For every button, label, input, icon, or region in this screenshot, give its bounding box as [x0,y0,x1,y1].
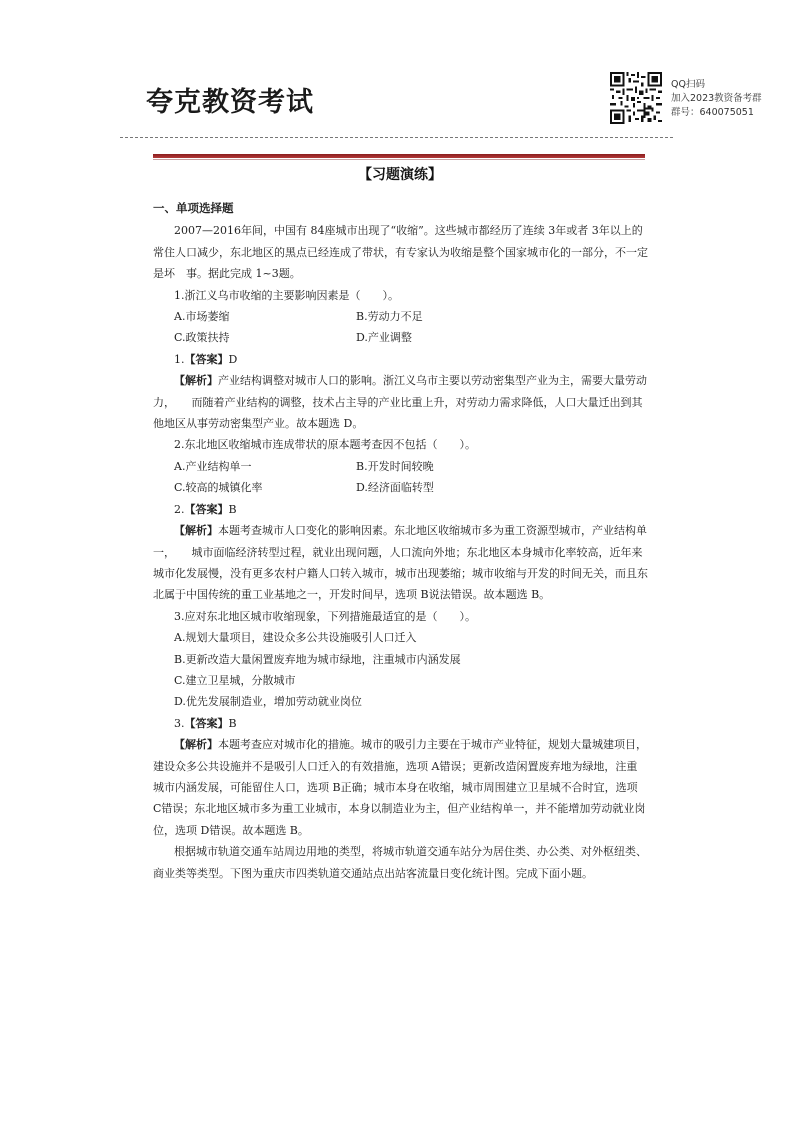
q2-stem: 2.东北地区收缩城市连成带状的原本题考查因不包括（ ）。 [174,438,476,452]
answer-value: D [228,352,238,366]
header-divider [120,137,673,138]
option: B.更新改造大量闲置废弃地为城市绿地，注重城市内涵发展 [174,652,461,666]
qr-code-icon [610,72,662,124]
answer-value: B [228,502,237,516]
option: B.开发时间较晚 [356,459,434,473]
q3-stem: 3.应对东北地区城市收缩现象，下列措施最适宜的是（ ）。 [174,609,476,623]
qr-caption-line: QQ扫码 [671,79,705,90]
q1-options-row [153,327,648,348]
option: C.建立卫星城，分散城市 [174,673,296,687]
option: B.劳动力不足 [356,310,423,324]
analysis-text: 本题考查城市人口变化的影响因素。东北地区收缩城市多为重工资源型城市，产业结构单一， 城市面临经济转型过程，就业出现问题，人口流向外地；东北地区本身城市化率较高，近年来城市化发展慢，没有更多农村户籍人口转入城市，城市出现萎缩；城市收缩与开发的时间无关，而且东北属于中国传统的重工业基地之一，开发时间早，选项 B说法错误。故本题选 B。 [153,524,648,602]
passage-2: 根据城市轨道交通车站周边用地的类型，将城市轨道交通车站分为居住类、办公类、对外枢纽类、商业类等类型。下图为重庆市四类轨道交通站点出站客流量日变化统计图。完成下面小题。 [153,845,647,880]
title-rule [153,154,645,158]
section-heading: 一、单项选择题 [153,201,234,215]
qr-caption-line: 加入2023教资备考群 [671,93,762,104]
page-title: 【习题演练】 [358,167,442,183]
passage-1: 2007—2016年间，中国有 84座城市出现了“收缩”。这些城市都经历了连续 3年或者 3年以上的常住人口减少，东北地区的黑点已经连成了带状，有专家认为收缩是整个国家城市化的一部分，不一定是坏 事。据此完成 1~3题。 [153,224,648,281]
qr-caption-line: 群号：640075051 [671,107,754,118]
q1-analysis [153,370,648,434]
q2-analysis [153,520,648,606]
answer-prefix: 3. [174,716,185,730]
q3-analysis [153,734,648,841]
analysis-text: 本题考查应对城市化的措施。城市的吸引力主要在于城市产业特征，规划大量城建项目，建设众多公共设施并不是吸引人口迁入的有效措施，选项 A错误；更新改造闲置废弃地为绿地，注重城市内涵发展，可能留住人口，选项 B正确；城市本身在收缩，城市周围建立卫星城不合时宜，选项 C错误；东北地区城市多为重工业城市，本身以制造业为主，但产业结构单一，并不能增加劳动就业岗位，选项 D错误。故本题选 B。 [153,738,647,837]
option: D.产业调整 [356,331,412,345]
brand-logo: 夸克教资考试 [146,87,314,118]
answer-tag: 【答案】 [184,716,229,730]
qr-caption [671,78,762,120]
answer-tag: 【答案】 [184,352,229,366]
analysis-text: 产业结构调整对城市人口的影响。浙江义乌市主要以劳动密集型产业为主，需要大量劳动力， 而随着产业结构的调整，技术占主导的产业比重上升，对劳动力需求降低，人口大量迁出到其他地区从事劳动密集型产业。故本题选 D。 [153,374,647,431]
option: A.市场萎缩 [174,310,230,324]
q2-options-row [153,477,648,498]
q2-options-row [153,456,648,477]
q1-answer [153,349,648,370]
analysis-tag: 【解析】 [174,738,218,752]
option: D.经济面临转型 [356,481,434,495]
option: C.较高的城镇化率 [174,481,263,495]
answer-value: B [228,716,237,730]
q1-stem: 1.浙江义乌市收缩的主要影响因素是（ ）。 [174,288,399,302]
document-body [153,198,648,884]
analysis-tag: 【解析】 [174,374,218,388]
answer-prefix: 1. [174,352,185,366]
answer-tag: 【答案】 [184,502,229,516]
q1-options-row [153,306,648,327]
analysis-tag: 【解析】 [174,524,218,538]
option: C.政策扶持 [174,331,230,345]
q2-answer [153,499,648,520]
option: A.产业结构单一 [174,459,252,473]
title-rule-shadow [153,159,645,160]
option: D.优先发展制造业，增加劳动就业岗位 [174,695,362,709]
answer-prefix: 2. [174,502,185,516]
option: A.规划大量项目，建设众多公共设施吸引人口迁入 [174,631,417,645]
q3-answer [153,713,648,734]
